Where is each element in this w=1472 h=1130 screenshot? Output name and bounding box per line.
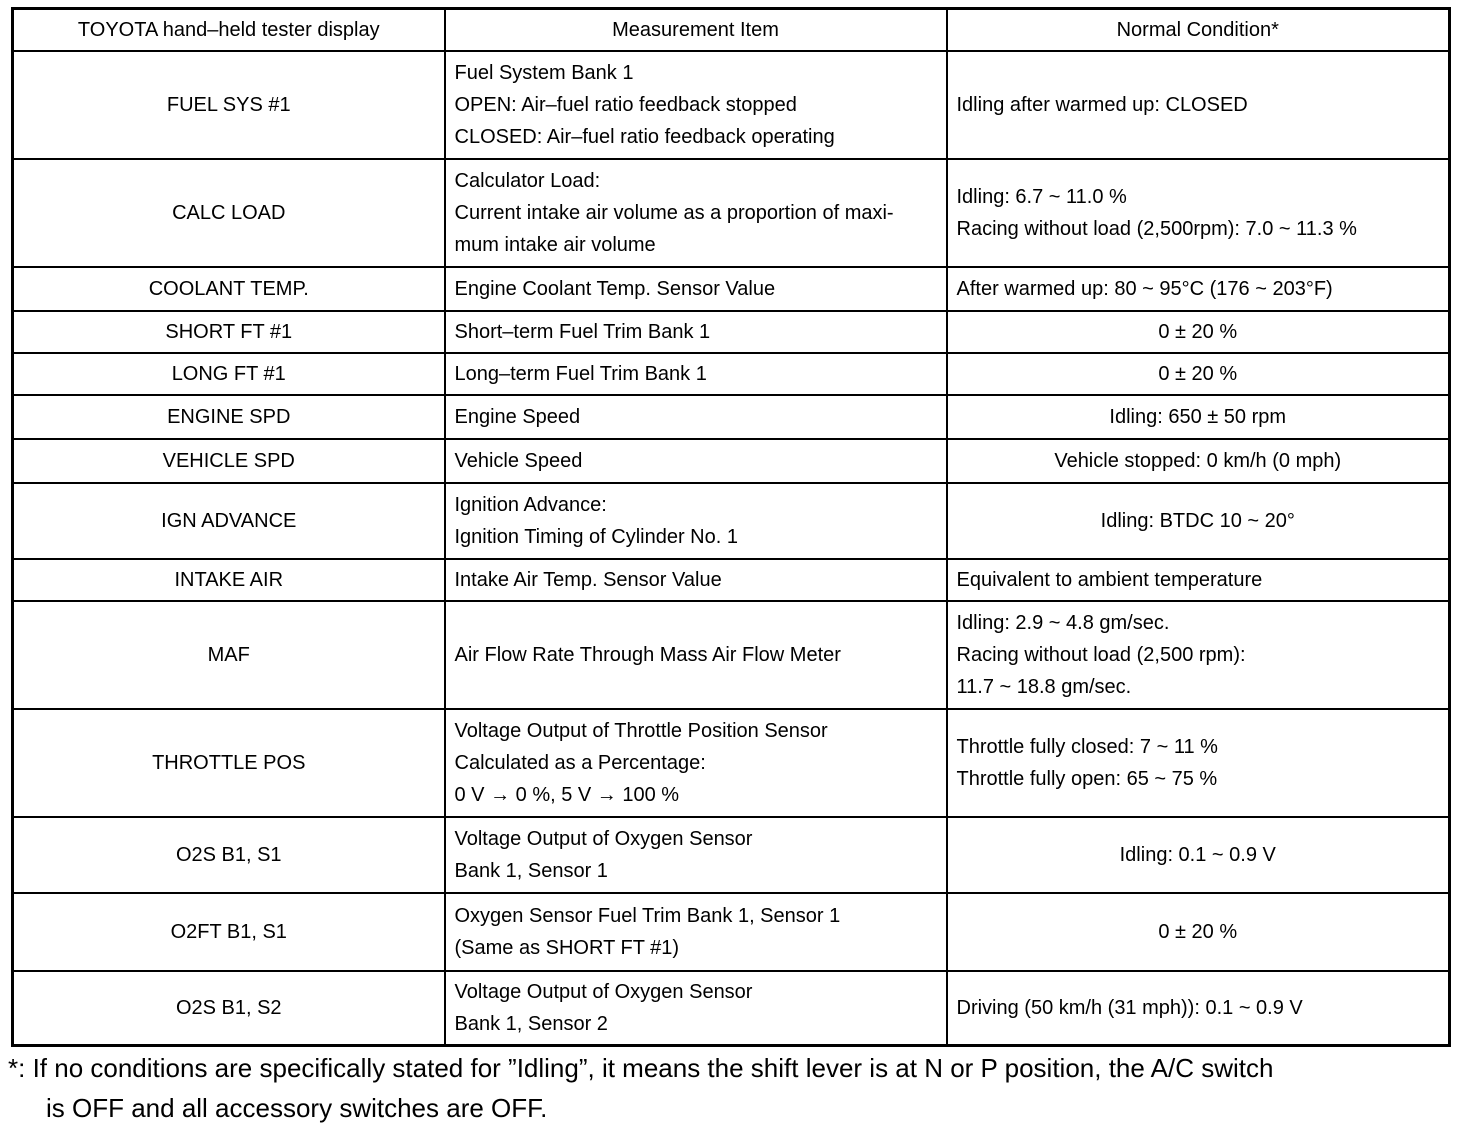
cell-normal-condition xyxy=(947,971,1450,1045)
cell-normal-condition xyxy=(947,353,1450,395)
item-line: Calculated as a Percentage: xyxy=(454,752,706,774)
table-body xyxy=(13,51,1450,1045)
cell-measurement-item xyxy=(445,559,947,601)
cell-tester-display: INTAKE AIR xyxy=(13,559,445,601)
item-line: Voltage Output of Oxygen Sensor xyxy=(454,828,753,850)
item-line: Current intake air volume as a proportion of maxi- xyxy=(454,202,894,224)
header-row xyxy=(13,9,1450,52)
cell-measurement-item xyxy=(445,971,947,1045)
header-normal-condition: Normal Condition* xyxy=(947,9,1450,52)
cell-normal-condition xyxy=(947,817,1450,893)
condition-line: 0 ± 20 % xyxy=(1158,921,1238,943)
item-line: mum intake air volume xyxy=(454,234,656,256)
item-line: Bank 1, Sensor 1 xyxy=(454,860,608,882)
item-line: Vehicle Speed xyxy=(454,450,583,472)
cell-measurement-item xyxy=(445,311,947,353)
condition-line: Idling: BTDC 10 ~ 20° xyxy=(1100,510,1295,532)
cell-normal-condition xyxy=(947,483,1450,559)
footnote-line-1: *: If no conditions are specifically stated for ”Idling”, it means the shift lever is at N or P position, the A/C switch xyxy=(8,1053,1274,1083)
cell-tester-display: COOLANT TEMP. xyxy=(13,267,445,311)
table-row xyxy=(13,709,1450,817)
cell-normal-condition xyxy=(947,439,1450,483)
cell-measurement-item xyxy=(445,51,947,159)
item-line: Long–term Fuel Trim Bank 1 xyxy=(454,363,707,385)
data-list-table xyxy=(11,7,1451,1047)
cell-normal-condition xyxy=(947,159,1450,267)
table-row xyxy=(13,353,1450,395)
footnote-line-2: is OFF and all accessory switches are OFF. xyxy=(46,1093,548,1123)
cell-measurement-item xyxy=(445,395,947,439)
condition-line: Equivalent to ambient temperature xyxy=(956,569,1263,591)
table-row xyxy=(13,559,1450,601)
cell-measurement-item xyxy=(445,601,947,709)
cell-normal-condition xyxy=(947,709,1450,817)
condition-line: Driving (50 km/h (31 mph)): 0.1 ~ 0.9 V xyxy=(956,996,1303,1019)
item-line: 0 V → 0 %, 5 V → 100 % xyxy=(454,784,680,806)
item-line: Oxygen Sensor Fuel Trim Bank 1, Sensor 1 xyxy=(454,905,841,927)
condition-line: Idling after warmed up: CLOSED xyxy=(956,94,1248,116)
table-row xyxy=(13,601,1450,709)
condition-line: Throttle fully open: 65 ~ 75 % xyxy=(956,768,1218,790)
cell-tester-display: ENGINE SPD xyxy=(13,395,445,439)
item-line: Engine Coolant Temp. Sensor Value xyxy=(454,278,776,300)
header-tester-display: TOYOTA hand–held tester display xyxy=(13,9,445,52)
item-line: Ignition Timing of Cylinder No. 1 xyxy=(454,526,738,548)
item-line: Voltage Output of Oxygen Sensor xyxy=(454,980,753,1003)
cell-measurement-item xyxy=(445,709,947,817)
cell-tester-display: THROTTLE POS xyxy=(13,709,445,817)
condition-line: 11.7 ~ 18.8 gm/sec. xyxy=(956,676,1132,698)
table-row xyxy=(13,267,1450,311)
footnote xyxy=(8,1048,1468,1128)
cell-tester-display: CALC LOAD xyxy=(13,159,445,267)
cell-normal-condition xyxy=(947,601,1450,709)
cell-normal-condition xyxy=(947,559,1450,601)
table-header xyxy=(13,9,1450,52)
cell-measurement-item xyxy=(445,159,947,267)
cell-normal-condition xyxy=(947,311,1450,353)
table-row xyxy=(13,817,1450,893)
cell-tester-display: SHORT FT #1 xyxy=(13,311,445,353)
item-line: OPEN: Air–fuel ratio feedback stopped xyxy=(454,94,797,116)
cell-normal-condition xyxy=(947,395,1450,439)
item-line: CLOSED: Air–fuel ratio feedback operating xyxy=(454,126,835,148)
table-row xyxy=(13,483,1450,559)
item-line: Short–term Fuel Trim Bank 1 xyxy=(454,321,711,343)
condition-line: Idling: 6.7 ~ 11.0 % xyxy=(956,186,1127,208)
table-row xyxy=(13,893,1450,971)
item-line: Engine Speed xyxy=(454,406,581,428)
item-line: (Same as SHORT FT #1) xyxy=(454,937,680,959)
item-line: Voltage Output of Throttle Position Sensor xyxy=(454,720,828,742)
item-line: Fuel System Bank 1 xyxy=(454,62,634,84)
table-row xyxy=(13,971,1450,1045)
cell-tester-display: VEHICLE SPD xyxy=(13,439,445,483)
header-measurement-item: Measurement Item xyxy=(445,9,947,52)
table-row xyxy=(13,311,1450,353)
condition-line: 0 ± 20 % xyxy=(1158,321,1238,343)
cell-measurement-item xyxy=(445,817,947,893)
cell-normal-condition xyxy=(947,267,1450,311)
cell-measurement-item xyxy=(445,483,947,559)
cell-normal-condition xyxy=(947,893,1450,971)
cell-tester-display: O2S B1, S1 xyxy=(13,817,445,893)
condition-line: Racing without load (2,500rpm): 7.0 ~ 11.3 % xyxy=(956,218,1357,240)
table-row xyxy=(13,395,1450,439)
cell-measurement-item xyxy=(445,439,947,483)
item-line: Ignition Advance: xyxy=(454,494,607,516)
condition-line: Throttle fully closed: 7 ~ 11 % xyxy=(956,736,1218,758)
cell-measurement-item xyxy=(445,267,947,311)
cell-tester-display: LONG FT #1 xyxy=(13,353,445,395)
condition-line: Racing without load (2,500 rpm): xyxy=(956,644,1246,666)
table-row xyxy=(13,51,1450,159)
condition-line: After warmed up: 80 ~ 95°C (176 ~ 203°F) xyxy=(956,278,1333,300)
item-line: Air Flow Rate Through Mass Air Flow Meter xyxy=(454,644,841,666)
condition-line: Idling: 0.1 ~ 0.9 V xyxy=(1119,844,1276,866)
table-row xyxy=(13,439,1450,483)
condition-line: Idling: 650 ± 50 rpm xyxy=(1109,406,1287,428)
cell-measurement-item xyxy=(445,893,947,971)
cell-tester-display: IGN ADVANCE xyxy=(13,483,445,559)
item-line: Intake Air Temp. Sensor Value xyxy=(454,569,722,591)
condition-line: Vehicle stopped: 0 km/h (0 mph) xyxy=(1054,450,1342,472)
cell-normal-condition xyxy=(947,51,1450,159)
condition-line: 0 ± 20 % xyxy=(1158,363,1238,385)
cell-tester-display: FUEL SYS #1 xyxy=(13,51,445,159)
item-line: Bank 1, Sensor 2 xyxy=(454,1012,608,1035)
table-row xyxy=(13,159,1450,267)
cell-tester-display: MAF xyxy=(13,601,445,709)
condition-line: Idling: 2.9 ~ 4.8 gm/sec. xyxy=(956,612,1170,634)
cell-tester-display: O2FT B1, S1 xyxy=(13,893,445,971)
cell-measurement-item xyxy=(445,353,947,395)
cell-tester-display: O2S B1, S2 xyxy=(13,971,445,1045)
item-line: Calculator Load: xyxy=(454,170,601,192)
